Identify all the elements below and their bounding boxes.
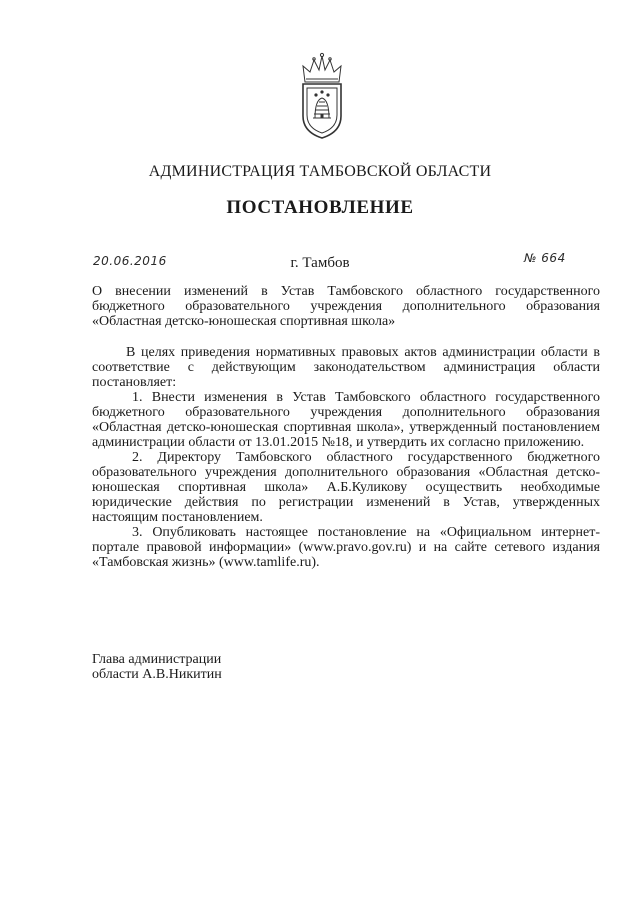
document-type: ПОСТАНОВЛЕНИЕ (226, 197, 414, 218)
decree-body (92, 345, 600, 570)
decree-date: 20.06.2016 (93, 254, 167, 268)
decree-subject: О внесении изменений в Устав Тамбовского областного государственного бюджетного образовательного учреждения дополнительного образования «Областная детско-юношеская спортивная школа» (92, 284, 600, 329)
signatory-name: области А.В.Никитин (92, 667, 222, 682)
signature-block (92, 652, 222, 682)
tambov-coat-of-arms-icon (297, 52, 347, 140)
decree-item-2: 2. Директору Тамбовского областного государственного бюджетного образовательного учреждения дополнительного образования «Областная детско-юношеская спортивная школа» А.Б.Куликову осуществить необходимые юридические действия по регистрации изменений в Устав, утвержденных настоящим постановлением. (92, 450, 600, 525)
organization-name: АДМИНИСТРАЦИЯ ТАМБОВСКОЙ ОБЛАСТИ (148, 163, 492, 180)
signatory-title: Глава администрации (92, 652, 222, 667)
preamble: В целях приведения нормативных правовых актов администрации области в соответствие с действующим законодательством администрация области постановляет: (92, 345, 600, 390)
decree-number: № 664 (524, 251, 566, 265)
city: г. Тамбов (290, 255, 350, 271)
decree-item-1: 1. Внести изменения в Устав Тамбовского областного государственного бюджетного образовательного учреждения дополнительного образования «Областная детско-юношеская спортивная школа», утвержденный постановлением администрации области от 13.01.2015 №18, и утвердить их согласно приложению. (92, 390, 600, 450)
decree-item-3: 3. Опубликовать настоящее постановление на «Официальном интернет-портале правовой информации» (www.pravo.gov.ru) и на сайте сетевого издания «Тамбовская жизнь» (www.tamlife.ru). (92, 525, 600, 570)
